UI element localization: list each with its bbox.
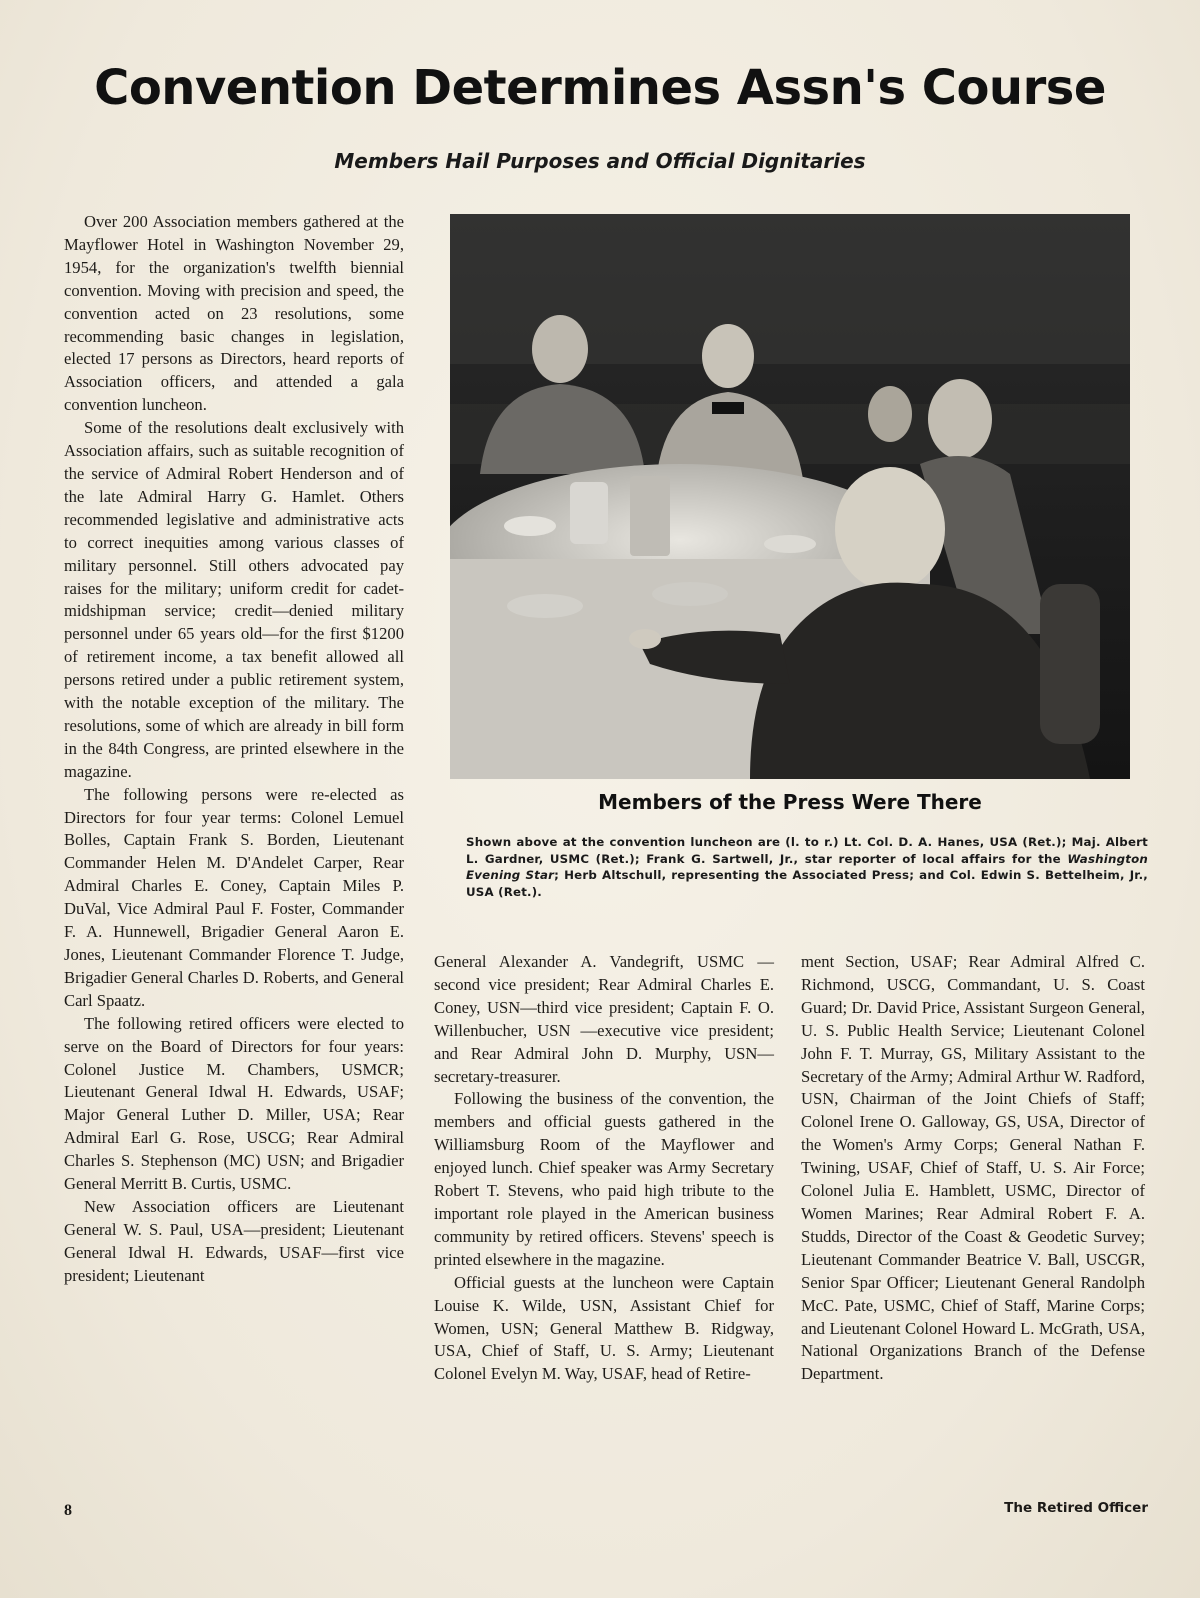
- paragraph: Following the business of the convention, the members and official guests gathered in the Williamsburg Room of the Mayflower and enjoyed lunch. Chief speaker was Army Secretary Robert T. Stevens, who paid high tribute to the important role played in the American business community by retired officers. Stevens' speech is printed elsewhere in the magazine.: [434, 1089, 774, 1269]
- paragraph: The following retired officers were elected to serve on the Board of Directors for four years: Colonel Justice M. Chambers, USMCR; Lieutenant General Idwal H. Edwards, USAF; Major General Luther D. Miller, USA; Rear Admiral Earl G. Rose, USCG; Rear Admiral Charles S. Stephenson (MC) USN; and Brigadier General Merritt B. Curtis, USMC.: [64, 1013, 404, 1194]
- text-column-3: [801, 951, 1145, 1386]
- convention-luncheon-photo: [450, 214, 1130, 779]
- paragraph: Over 200 Association members gathered at the Mayflower Hotel in Washington November 29, 1954, for the organization's twelfth biennial convention. Moving with precision and speed, the convention acted on 23 resolutions, some recommending basic changes in legislation, elected 17 persons as Directors, heard reports of Association officers, and attended a gala convention luncheon.: [64, 212, 404, 415]
- photo-caption-title: Members of the Press Were There: [598, 790, 982, 814]
- paragraph: General Alexander A. Vandegrift, USMC —second vice president; Rear Admiral Charles E. Coney, USN—third vice president; Captain F. O. Willenbucher, USN —executive vice president; and Rear Admiral John D. Murphy, USN—secretary-treasurer.: [434, 952, 774, 1086]
- paragraph: The following persons were re-elected as Directors for four year terms: Colonel Lemuel Bolles, Captain Frank S. Borden, Lieutenant Commander Helen M. D'Andelet Carper, Rear Admiral Charles E. Coney, Captain Miles P. DuVal, Vice Admiral Paul F. Foster, Commander F. A. Hunnewell, Brigadier General Aaron E. Jones, Lieutenant Commander Florence T. Judge, Brigadier General Charles D. Roberts, and General Carl Spaatz.: [64, 784, 404, 1010]
- text-column-1: [64, 211, 404, 1288]
- paragraph: New Association officers are Lieutenant General W. S. Paul, USA—president; Lieutenant General Idwal H. Edwards, USAF—first vice president; Lieutenant: [64, 1196, 404, 1285]
- photo-caption: [466, 834, 1148, 900]
- article-subheadline: Members Hail Purposes and Official Dignitaries: [334, 149, 866, 173]
- paragraph: Official guests at the luncheon were Captain Louise K. Wilde, USN, Assistant Chief for Women, USN; General Matthew B. Ridgway, USA, Chief of Staff, U. S. Army; Lieutenant Colonel Evelyn M. Way, USAF, head of Retire-: [434, 1272, 774, 1384]
- publication-title: The Retired Officer: [1004, 1500, 1148, 1516]
- text-column-2: [434, 951, 774, 1386]
- caption-newspaper-name: Washington Evening Star: [466, 851, 1148, 883]
- article-headline: Convention Determines Assn's Course: [94, 60, 1106, 116]
- paragraph: Some of the resolutions dealt exclusively with Association affairs, such as suitable recognition of the service of Admiral Robert Henderson and of the late Admiral Harry G. Hamlet. Others recommended legislative and administrative acts to correct inequities among various classes of military personnel. Still others advocated pay raises for the military; uniform credit for cadet-midshipman service; credit—denied military personnel under 65 years old—for the first $1200 of retirement income, a tax benefit allowed all persons retired under a public retirement system, with the notable exception of the military. The resolutions, some of which are already in bill form in the 84th Congress, are printed elsewhere in the magazine.: [64, 418, 404, 781]
- paragraph: ment Section, USAF; Rear Admiral Alfred C. Richmond, USCG, Commandant, U. S. Coast Guard; Dr. David Price, Assistant Surgeon General, U. S. Public Health Service; Lieutenant Colonel John F. T. Murray, GS, Military Assistant to the Secretary of the Army; Admiral Arthur W. Radford, USN, Chairman of the Joint Chiefs of Staff; Colonel Irene O. Galloway, GS, USA, Director of the Women's Army Corps; General Nathan F. Twining, USAF, Chief of Staff, U. S. Air Force; Colonel Julia E. Hamblett, USMC, Director of Women Marines; Rear Admiral Robert F. A. Studds, Director of the Coast & Geodetic Survey; Lieutenant Commander Beatrice V. Ball, USCGR, Senior Spar Officer; Lieutenant General Randolph McC. Pate, USMC, Chief of Staff, Marine Corps; and Lieutenant Colonel Howard L. McGrath, USA, National Organizations Branch of the Defense Department.: [801, 952, 1145, 1384]
- caption-text-part: ; Herb Altschull, representing the Associated Press; and Col. Edwin S. Bettelheim, Jr., USA (Ret.).: [466, 868, 1148, 899]
- page-number: 8: [64, 1502, 72, 1519]
- caption-text-part: Shown above at the convention luncheon are (l. to r.) Lt. Col. D. A. Hanes, USA (Ret.); Maj. Albert L. Gardner, USMC (Ret.); Frank G. Sartwell, Jr., star reporter of local affairs for the: [466, 835, 1148, 866]
